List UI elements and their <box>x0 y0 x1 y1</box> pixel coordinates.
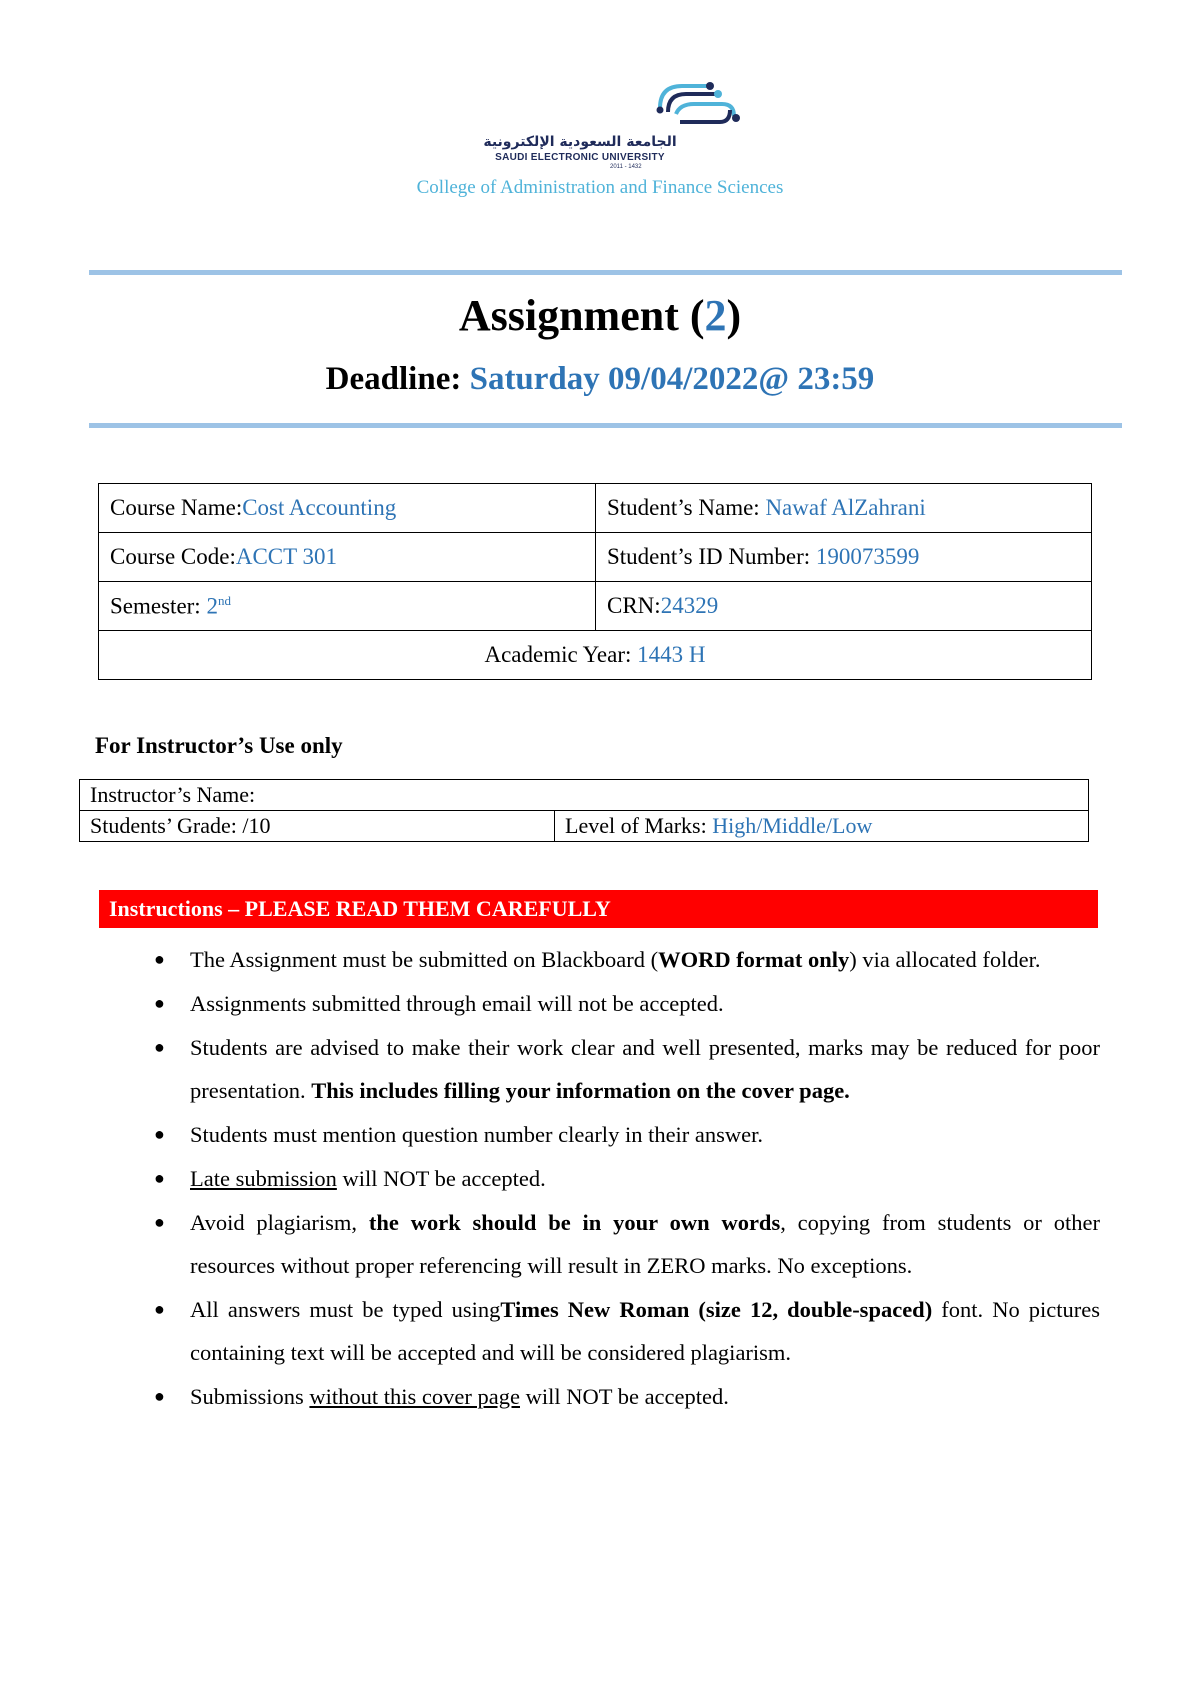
list-item <box>150 938 1100 981</box>
top-divider <box>89 270 1122 275</box>
bullet-icon: ● <box>154 1168 165 1188</box>
student-id-value: 190073599 <box>815 544 920 569</box>
university-logo <box>460 78 750 170</box>
bullet-icon: ● <box>154 949 165 969</box>
list-item <box>150 1201 1100 1287</box>
circuit-logo-icon <box>650 78 745 134</box>
bullet-icon: ● <box>154 1299 165 1319</box>
instructor-heading: For Instructor’s Use only <box>95 733 343 758</box>
logo-arabic-name: الجامعة السعودية الإلكترونية <box>483 134 677 150</box>
instruction-text: All answers must be typed using <box>190 1297 501 1322</box>
table-row <box>80 780 1089 811</box>
student-name-label: Student’s Name: <box>607 495 766 520</box>
table-row <box>99 631 1092 680</box>
logo-english-name: SAUDI ELECTRONIC UNIVERSITY <box>495 152 665 163</box>
instruction-bold: Times New Roman (size 12, double-spaced) <box>500 1297 933 1322</box>
instruction-text: The Assignment must be submitted on Blackboard ( <box>190 947 659 972</box>
bullet-icon: ● <box>154 993 165 1013</box>
college-name: College of Administration and Finance Sciences <box>416 177 784 198</box>
student-id-label: Student’s ID Number: <box>607 544 816 569</box>
table-row <box>80 811 1089 842</box>
grade-label: Students’ Grade: /10 <box>90 813 271 838</box>
instructor-table <box>79 779 1089 842</box>
page-title <box>0 290 1200 341</box>
instruction-text: will NOT be accepted. <box>520 1384 729 1409</box>
bullet-icon: ● <box>154 1037 165 1057</box>
student-id-cell <box>596 533 1092 582</box>
semester-cell <box>99 582 596 631</box>
instruction-text: ) via allocated folder. <box>849 947 1041 972</box>
crn-cell <box>596 582 1092 631</box>
instruction-text: Students are advised to make their work clear and well presented, marks may be reduced for poor presentation. <box>190 1035 1100 1103</box>
deadline <box>0 361 1200 398</box>
bullet-icon: ● <box>154 1386 165 1406</box>
course-code-cell <box>99 533 596 582</box>
instructions-list <box>150 938 1100 1419</box>
title-prefix: Assignment ( <box>458 291 705 340</box>
instruction-text: , copying from students or other resources without proper referencing will result in ZERO marks. No exceptions. <box>190 1210 1100 1278</box>
level-value: High/Middle/Low <box>712 813 873 838</box>
instructor-name-cell <box>80 780 1089 811</box>
level-cell <box>555 811 1089 842</box>
instruction-text: font. No pictures containing text will be accepted and will be considered plagiarism. <box>190 1297 1101 1365</box>
student-name-value: Nawaf AlZahrani <box>765 495 926 520</box>
list-item <box>150 1113 1100 1156</box>
instruction-bold: WORD format only <box>658 947 850 972</box>
bullet-icon: ● <box>154 1124 165 1144</box>
course-name-value: Cost Accounting <box>242 495 397 520</box>
table-row <box>99 533 1092 582</box>
crn-value: 24329 <box>660 593 719 618</box>
logo-years: 2011 - 1432 <box>610 164 642 170</box>
course-code-value: ACCT 301 <box>235 544 338 569</box>
instructor-name-label: Instructor’s Name: <box>90 782 256 807</box>
course-name-label: Course Name: <box>110 495 243 520</box>
instruction-text: Assignments submitted through email will not be accepted. <box>190 991 724 1016</box>
list-item <box>150 1288 1100 1374</box>
student-name-cell <box>596 484 1092 533</box>
instruction-text: Submissions <box>190 1384 310 1409</box>
semester-suffix: nd <box>217 592 231 608</box>
list-item <box>150 1157 1100 1200</box>
instruction-underlined: without this cover page <box>309 1384 520 1409</box>
bullet-icon: ● <box>154 1212 165 1232</box>
table-row <box>99 484 1092 533</box>
list-item <box>150 1375 1100 1418</box>
instruction-underlined: Late submission <box>190 1166 337 1191</box>
instruction-text: will NOT be accepted. <box>336 1166 546 1191</box>
grade-cell <box>80 811 555 842</box>
instruction-bold: the work should be in your own words <box>368 1210 781 1235</box>
deadline-value: Saturday 09/04/2022@ 23:59 <box>469 361 875 397</box>
instruction-bold: This includes filling your information on the cover page. <box>311 1078 850 1103</box>
instruction-text: Avoid plagiarism, <box>190 1210 369 1235</box>
course-name-cell <box>99 484 596 533</box>
semester-label: Semester: <box>110 593 207 619</box>
academic-year-label: Academic Year: <box>484 642 638 667</box>
crn-label: CRN: <box>607 593 661 618</box>
academic-year-cell <box>99 631 1092 680</box>
instruction-text: Students must mention question number clearly in their answer. <box>190 1122 764 1147</box>
deadline-label: Deadline: <box>325 361 470 397</box>
academic-year-value: 1443 H <box>637 642 706 667</box>
course-code-label: Course Code: <box>110 544 236 569</box>
assignment-number: 2 <box>704 291 727 340</box>
list-item <box>150 1026 1100 1112</box>
bottom-divider <box>89 423 1122 428</box>
list-item <box>150 982 1100 1025</box>
title-suffix: ) <box>726 291 742 340</box>
semester-value: 2 <box>206 593 218 619</box>
instructions-banner: Instructions – PLEASE READ THEM CAREFULLY <box>99 890 1098 928</box>
level-label: Level of Marks: <box>565 813 713 838</box>
table-row <box>99 582 1092 631</box>
course-info-table <box>98 483 1092 680</box>
